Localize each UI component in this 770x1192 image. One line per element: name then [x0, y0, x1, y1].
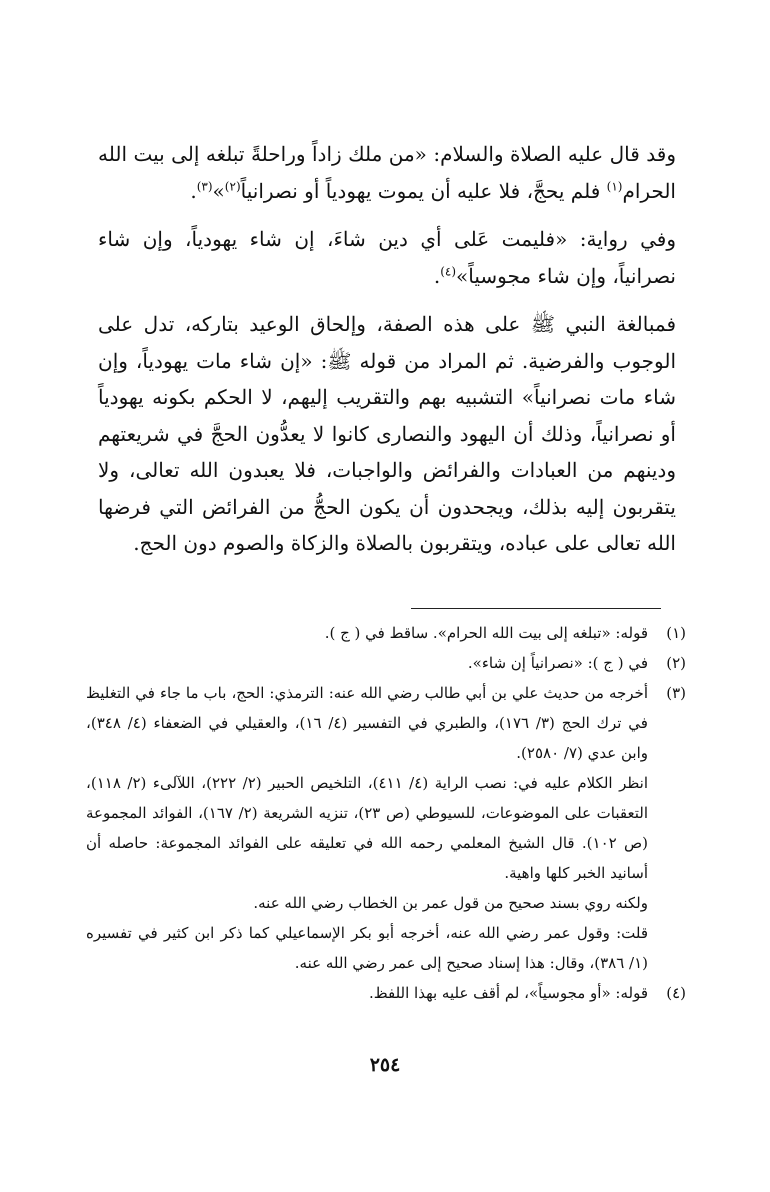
- footnote-number: (١): [666, 624, 686, 642]
- footnote-3: [86, 678, 686, 978]
- footnote-ref-4: (٤): [440, 263, 457, 278]
- footnote-line: في ( ج ): «نصرانياً إن شاء».: [467, 654, 648, 672]
- footnote-line: ولكنه روي بسند صحيح من قول عمر بن الخطاب رضي الله عنه.: [253, 894, 648, 912]
- footnote-body: [86, 618, 648, 648]
- footnote-divider: [411, 608, 661, 609]
- paragraph-1-text-3: »: [212, 178, 225, 203]
- footnote-number: (٣): [666, 684, 686, 702]
- footnote-body: [86, 648, 648, 678]
- page-number: ٢٥٤: [369, 1054, 401, 1076]
- footnote-line: قوله: «أو مجوسياً»، لم أقف عليه بهذا اللفظ.: [368, 984, 648, 1002]
- paragraph-1: [98, 136, 676, 209]
- paragraph-3: [98, 306, 676, 562]
- main-text: [98, 136, 676, 562]
- footnote-ref-1: (١): [606, 178, 623, 193]
- footnote-4: [86, 978, 686, 1008]
- footnote-number: (٤): [666, 984, 686, 1002]
- footnotes: [86, 618, 686, 1008]
- footnote-ref-2: (٢): [224, 178, 241, 193]
- footnote-line: أخرجه من حديث علي بن أبي طالب رضي الله عنه: الترمذي: الحج، باب ما جاء في التغليظ في ترك الحج (٣/ ١٧٦)، والطبري في التفسير (٤/ ١٦)، والعقيلي في الضعفاء (٤/ ٣٤٨)، وابن عدي (٧/ ٢٥٨٠).: [86, 684, 648, 762]
- footnote-line: قلت: وقول عمر رضي الله عنه، أخرجه أبو بكر الإسماعيلي كما ذكر ابن كثير في تفسيره (١/ ٣٨٦)، وقال: هذا إسناد صحيح إلى عمر رضي الله عنه.: [86, 924, 648, 972]
- footnote-ref-3: (٣): [196, 178, 213, 193]
- paragraph-2-text-2: .: [433, 263, 441, 288]
- paragraph-2: [98, 221, 676, 294]
- paragraph-1-text-4: .: [190, 178, 197, 203]
- paragraph-2-text: وفي رواية: «فليمت عَلى أي دين شاءَ، إن شاء يهودياً، وإن شاء نصرانياً، وإن شاء مجوسياً»: [98, 227, 676, 288]
- footnote-line: انظر الكلام عليه في: نصب الراية (٤/ ٤١١)، التلخيص الحبير (٢/ ٢٢٢)، اللآلىء (٢/ ١١٨)، التعقبات على الموضوعات، للسيوطي (ص ٢٣)، تنزيه الشريعة (٢/ ١٦٧)، الفوائد المجموعة (ص ١٠٢). قال الشيخ المعلمي رحمه الله في تعليقه على الفوائد المجموعة: حاصله أن أسانيد الخبر كلها واهية.: [86, 774, 649, 882]
- paragraph-1-text: وقد قال عليه الصلاة والسلام: «من ملك زاداً وراحلةً تبلغه إلى بيت الله الحرام: [98, 142, 676, 203]
- footnote-number: (٢): [666, 654, 686, 672]
- footnote-line: قوله: «تبلغه إلى بيت الله الحرام». ساقط في ( ج ).: [324, 624, 648, 642]
- footnote-body: [86, 678, 648, 978]
- footnote-body: [86, 978, 648, 1008]
- paragraph-1-text-2: فلم يحجَّ، فلا عليه أن يموت يهودياً أو نصرانياً: [240, 178, 607, 203]
- footnote-1: [86, 618, 686, 648]
- paragraph-3-text: فمبالغة النبي ﷺ على هذه الصفة، وإلحاق الوعيد بتاركه، تدل على الوجوب والفرضية. ثم المراد من قوله ﷺ: «إن شاء مات يهودياً، وإن شاء مات نصرانياً» التشبيه بهم والتقريب إليهم، لا الحكم بكونه يهودياً أو نصرانياً، وذلك أن اليهود والنصارى كانوا لا يعدُّون الحجَّ في شريعتهم ودينهم من العبادات والفرائض والواجبات، فلا يعبدون الله تعالى، ولا يتقربون إليه بذلك، ويجحدون أن يكون الحجُّ من الفرائض التي فرضها الله تعالى على عباده، ويتقربون بالصلاة والزكاة والصوم دون الحج.: [98, 312, 676, 555]
- footnote-2: [86, 648, 686, 678]
